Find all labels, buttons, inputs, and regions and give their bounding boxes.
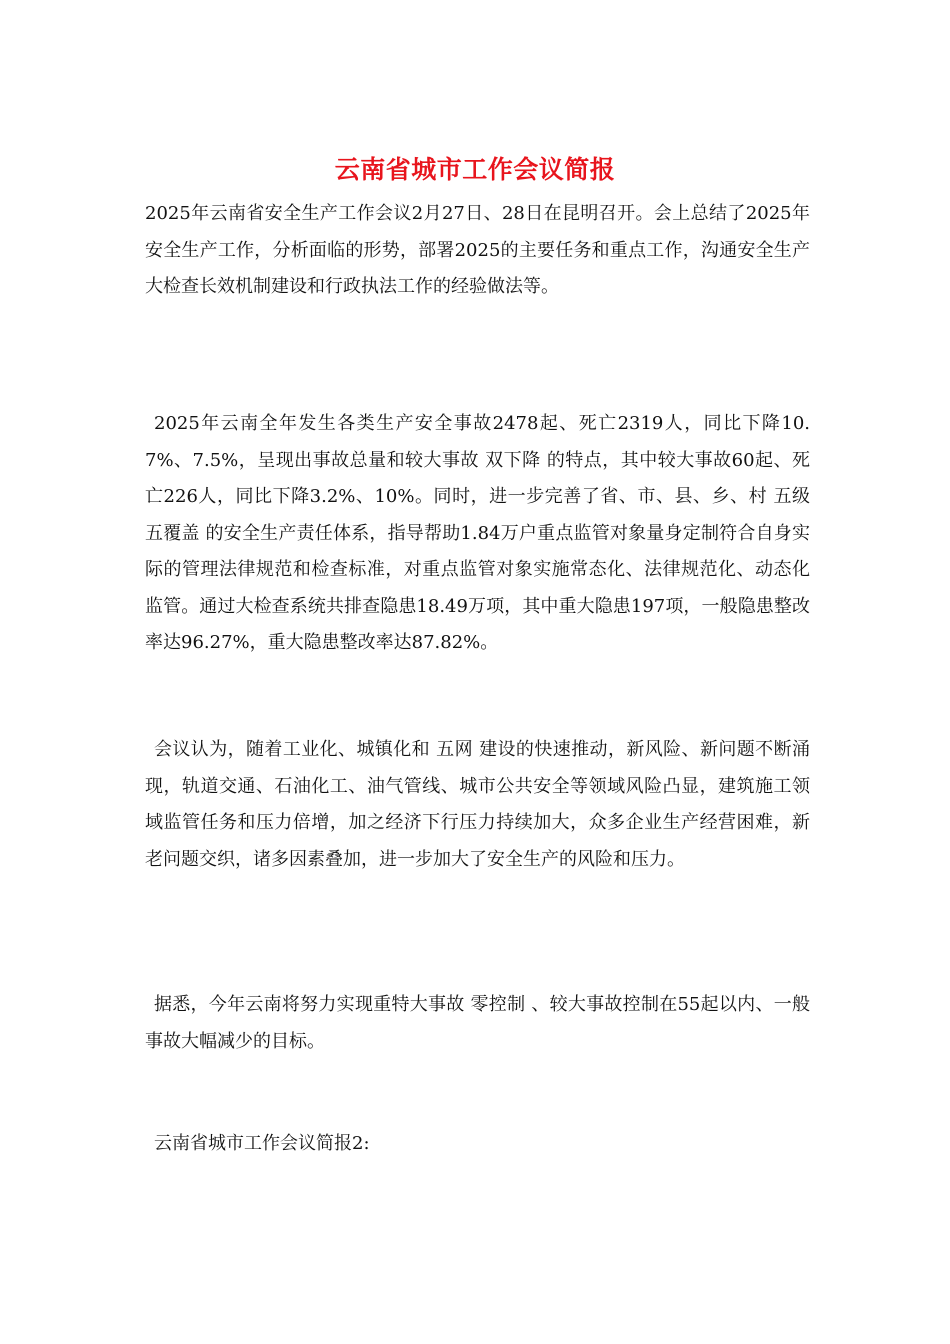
- paragraph-section-heading-2: 云南省城市工作会议简报2:: [154, 1133, 370, 1154]
- paragraph-annual-goal: 据悉，今年云南将努力实现重特大事故 零控制 、较大事故控制在55起以内、一般事故大幅减少的目标。: [145, 994, 810, 1052]
- document-title: 云南省城市工作会议简报: [334, 155, 616, 184]
- paragraph-risk-assessment: 会议认为，随着工业化、城镇化和 五网 建设的快速推动，新风险、新问题不断涌现，轨道交通、石油化工、油气管线、城市公共安全等领域风险凸显，建筑施工领域监管任务和压力倍增，加之经济下行压力持续加大，众多企业生产经营困难，新老问题交织，诸多因素叠加，进一步加大了安全生产的风险和压力。: [145, 739, 810, 870]
- paragraph-meeting-summary: 2025年云南省安全生产工作会议2月27日、28日在昆明召开。会上总结了2025年安全生产工作，分析面临的形势，部署2025的主要任务和重点工作，沟通安全生产大检查长效机制建设和行政执法工作的经验做法等。: [145, 203, 810, 297]
- paragraph-accident-statistics: 2025年云南全年发生各类生产安全事故2478起、死亡2319人，同比下降10.7%、7.5%，呈现出事故总量和较大事故 双下降 的特点，其中较大事故60起、死亡226人，同比下降3.2%、10%。同时，进一步完善了省、市、县、乡、村 五级五覆盖 的安全生产责任体系，指导帮助1.84万户重点监管对象量身定制符合自身实际的管理法律规范和检查标准，对重点监管对象实施常态化、法律规范化、动态化监管。通过大检查系统共排查隐患18.49万项，其中重大隐患197项，一般隐患整改率达96.27%，重大隐患整改率达87.82%。: [145, 413, 810, 653]
